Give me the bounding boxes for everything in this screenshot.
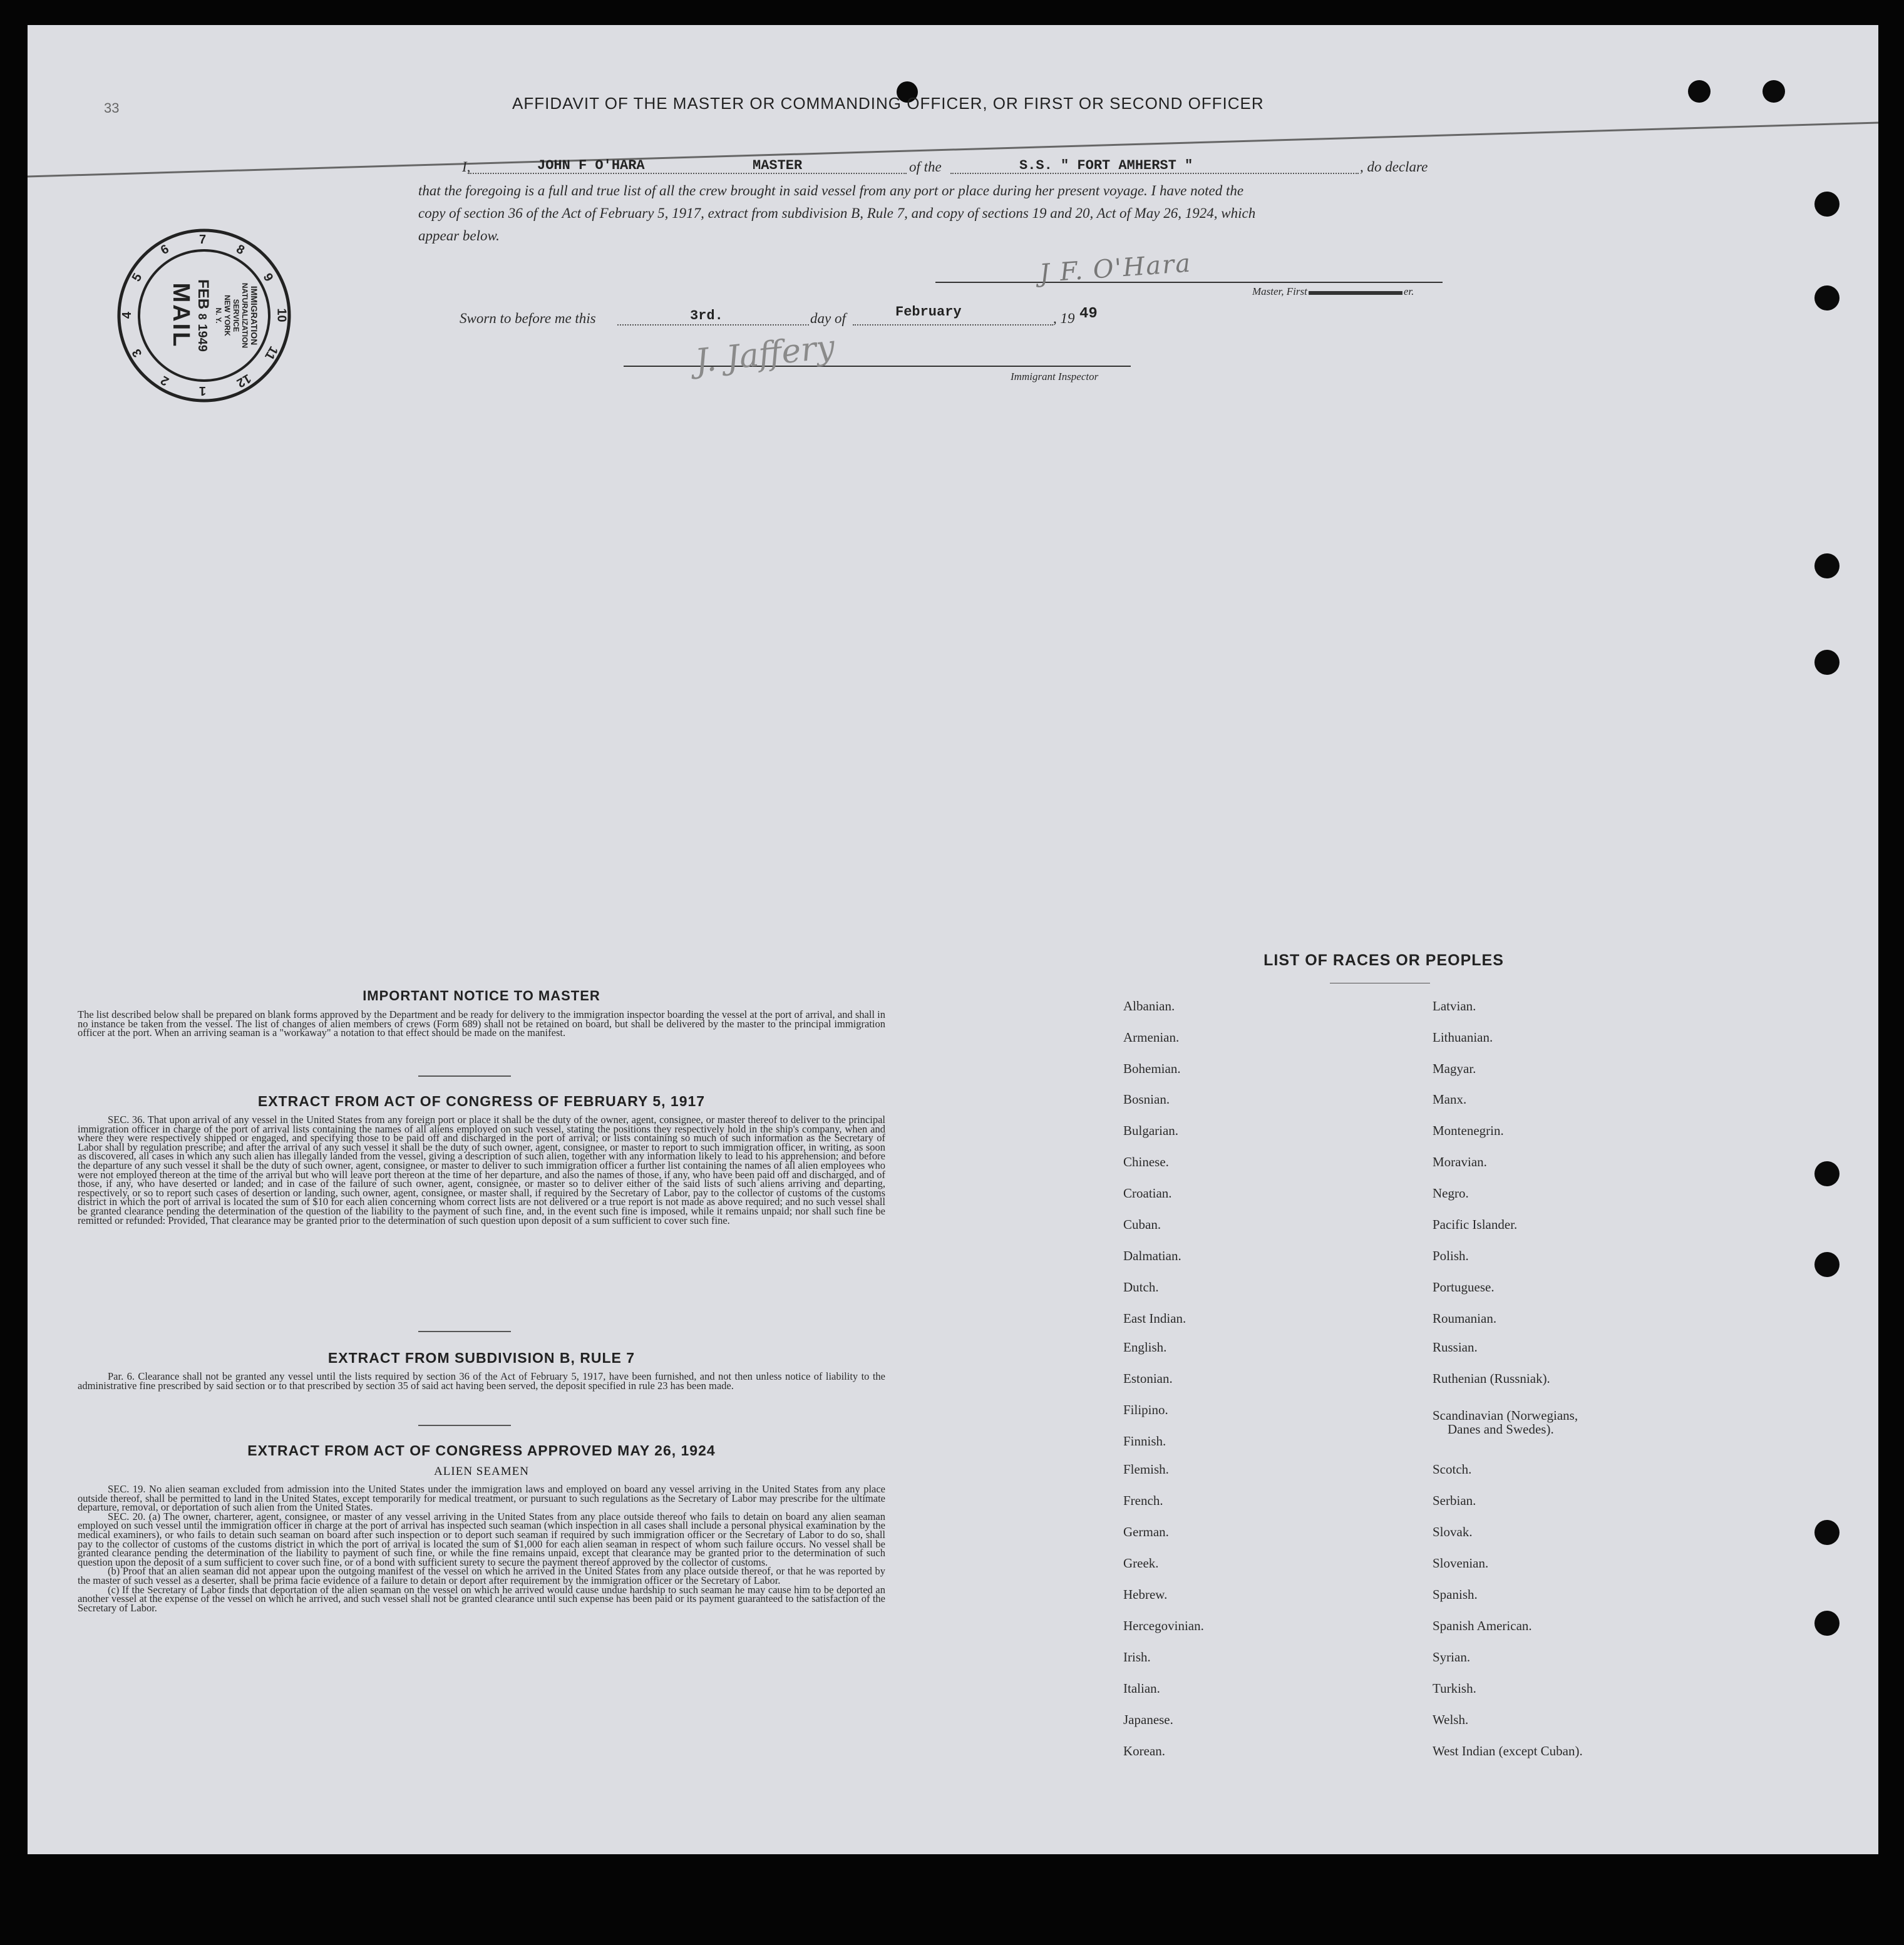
fold-line [28,119,1878,182]
race-item: Dutch. [1123,1280,1159,1295]
race-item: Chinese. [1123,1154,1169,1169]
master-caption [1252,285,1414,298]
day-value: 3rd. [690,308,723,324]
sec19-text: SEC. 19. No alien seaman excluded from admission into the United States under the immigration laws and employed on board any vessel arriving in the United States from any place outside thereof, shall be permitted to land in the United States, except temporarily for medical treatment, or pursuant to such regulations as the Secretary of Labor may prescribe for the ultimate departure, removal, or deportation of such alien from the United States. [78,1483,885,1514]
of-the-label: of the [909,159,942,175]
inspector-caption: Immigrant Inspector [1011,371,1099,382]
do-declare-label: , do declare [1360,159,1428,175]
stamp-agency-line2: NATURALIZATION [240,282,249,349]
stamp-ring-digit: 3 [129,346,145,360]
rule7-heading: EXTRACT FROM SUBDIVISION B, RULE 7 [327,1350,636,1366]
race-item: Flemish. [1123,1462,1169,1477]
extract-1917-heading: EXTRACT FROM ACT OF CONGRESS OF FEBRUARY 5, 1917 [257,1093,706,1109]
race-item: German. [1123,1524,1169,1539]
race-item: Slovak. [1433,1524,1473,1539]
stamp-year: 1949 [195,324,209,352]
stamp-ring-digit: 6 [158,242,172,258]
master-caption-text: Master, First [1252,285,1307,297]
stamp-ring-digit: 1 [199,384,207,398]
sec20c-text: (c) If the Secretary of Labor finds that deportation of the alien seaman on the vessel on which he arrived would cause undue hardship to such seaman he may cause him to be deported an another vessel at the expense of the vessel on which he arrived, and such vessel shall not be granted clearance until such expense has been paid or its payment guaranteed to the satisfaction of the Secretary of Labor. [78,1583,885,1614]
stamp-agency-line5: N. Y. [214,307,223,324]
master-caption-end: er. [1403,285,1414,297]
race-item: English. [1123,1340,1167,1355]
punch-hole [1814,1161,1840,1186]
race-item: Bulgarian. [1123,1123,1179,1138]
affidavit-line-4: appear below. [418,228,500,244]
race-item: Greek. [1123,1556,1159,1571]
race-item: Negro. [1433,1186,1469,1201]
race-item: Scotch. [1433,1462,1472,1477]
rule7-text: Par. 6. Clearance shall not be granted any vessel until the lists required by section 36 of the Act of February 5, 1917, have been furnished, and not then unless notice of liability to the administrative fine prescribed by said section or to that prescribed by section 35 of said act having been served, the deposit specified in rule 23 has been made. [78,1370,885,1392]
race-item: Hebrew. [1123,1587,1168,1602]
race-item: Scandinavian (Norwegians, [1433,1408,1578,1423]
race-item: Montenegrin. [1433,1123,1504,1138]
race-item: Filipino. [1123,1402,1168,1417]
received-date-stamp [116,228,292,403]
race-item: Danes and Swedes). [1448,1422,1554,1437]
month-field-line [853,324,1053,326]
stamp-ring-digit: 11 [262,344,280,362]
notice-heading: IMPORTANT NOTICE TO MASTER [363,988,600,1003]
race-item: Spanish. [1433,1587,1478,1602]
stamp-center [142,253,267,378]
corner-mark: 33 [104,100,120,116]
race-item: French. [1123,1493,1163,1508]
sec20b-text: (b) Proof that an alien seaman did not appear upon the outgoing manifest of the vessel on which he arrived in the United States from any place outside thereof, or that he was reported by the master of such vessel as a deserter, shall be prima facie evidence of a failure to detain or deport after requirement by the immigration officer or the Secretary of Labor. [78,1565,885,1586]
races-heading: LIST OF RACES OR PEOPLES [1263,952,1504,969]
race-item: Serbian. [1433,1493,1476,1508]
punch-hole [1814,650,1840,675]
year-value: 49 [1079,305,1098,322]
notice-text: The list described below shall be prepared on blank forms approved by the Department and be ready for delivery to the immigration inspector boarding the vessel at the port of arrival, and shall in no instance be taken from the vessel. The list of changes of alien members of crews (Form 689) shall not be retained on board, but shall be delivered by the master to the principal immigration officer at the port. When an arriving seaman is a "workaway" a notation to that effect should be made on the manifest. [78,1008,885,1039]
stamp-ring-digit: 7 [199,233,207,247]
race-item: Italian. [1123,1681,1160,1696]
punch-hole [1814,285,1840,310]
stamp-ring-digit: 12 [234,371,254,390]
race-item: Finnish. [1123,1434,1166,1449]
race-item: Bosnian. [1123,1092,1170,1107]
master-name: JOHN F O'HARA [537,158,645,173]
form-title: AFFIDAVIT OF THE MASTER OR COMMANDING OFFICER, OR FIRST OR SECOND OFFICER [512,94,1264,113]
extract-1924-subheading: ALIEN SEAMEN [434,1465,529,1478]
race-item: West Indian (except Cuban). [1433,1743,1583,1758]
master-rank: MASTER [753,158,803,173]
affidavit-line-3: copy of section 36 of the Act of February 5, 1917, extract from subdivision B, Rule 7, and copy of sections 19 and 20, Act of May 26, 1924, which [418,205,1256,221]
stamp-ring-digit: 10 [274,308,289,322]
race-item: Spanish American. [1433,1618,1532,1633]
master-signature: J F. O'Hara [1038,249,1193,289]
stamp-date [194,253,212,378]
stamp-month: FEB [195,279,212,310]
race-item: Estonian. [1123,1371,1173,1386]
punch-hole [1814,1611,1840,1636]
divider [418,1425,511,1426]
race-item: Cuban. [1123,1217,1161,1232]
inspector-signature: J. Jaffery [693,328,837,381]
stamp-ring-digit: 9 [260,270,276,284]
race-item: Lithuanian. [1433,1030,1493,1045]
race-item: Dalmatian. [1123,1248,1181,1263]
stamp-word: MAIL [168,282,194,349]
stamp-day: 8 [196,313,208,320]
race-item: Irish. [1123,1650,1151,1665]
race-item: Syrian. [1433,1650,1471,1665]
race-item: Slovenian. [1433,1556,1489,1571]
sec20a-text: SEC. 20. (a) The owner, charterer, agent, consignee, or master of any vessel arriving in the United States from any place outside thereof who fails to detain on board any alien seaman employed on such vessel until the immigration officer in charge at the port of arrival has inspected such seaman (which inspection in all cases shall include a personal physical examination by the medical examiners), or who fails to detain such seaman on board after such inspection or to deport such seaman if required by such immigration officer or the Secretary of Labor to do so, shall pay to the collector of customs of the customs district in which the port of arrival is located the sum of $1,000 for each alien seaman in respect of whom such failure occurs. No vessel shall be granted clearance pending the determination of the liability to payment of such fine, or while the fine remains unpaid, except that clearance may be granted prior to the determination of such question upon the deposit of a sum sufficient to cover such fine, or of a bond with sufficient surety to secure the payment thereof approved by the collector of customs. [78,1510,885,1568]
month-value: February [895,304,962,320]
punch-hole [1814,1252,1840,1277]
race-item: Magyar. [1433,1061,1476,1076]
race-item: Croatian. [1123,1186,1172,1201]
punch-hole [1814,192,1840,217]
stamp-agency-line4: NEW YORK [223,295,232,336]
stamp-ring-digit: 2 [158,372,172,389]
punch-hole [1688,80,1711,103]
race-item: Welsh. [1433,1712,1469,1727]
day-field-line [617,324,809,326]
punch-hole [1814,553,1840,578]
extract-1917-text: SEC. 36. That upon arrival of any vessel in the United States from any foreign port or place it shall be the duty of the owner, agent, consignee, or master thereof to deliver to the principal immigration officer in charge of the port of arrival lists containing the names of all aliens employed on such vessel, stating the positions they respectively hold in the ship's company, when and where they were respectively shipped or engaged, and specifying those to be paid off and discharged in the port of arrival; or lists containing so much of such information as the Secretary of Labor shall by regulation prescribe; and after the arrival of any such vessel it shall be the duty of such owner, agent, consignee, or master to report to such immigration officer, in writing, as soon as discovered, all cases in which any such alien has illegally landed from the vessel, giving a description of such alien, together with any information likely to lead to his apprehension; and before the departure of any such vessel it shall be the duty of such owner, agent, consignee, or master to deliver to such immigration officer a further list containing the names of all alien employees who were not employed thereon at the time of the arrival but who will leave port thereon at the time of her departure, and also the names of those, if any, who have been paid off and discharged, and of those, if any, who have deserted or landed; and in case of the failure of such owner, agent, consignee, or master so to deliver either of the said lists of such aliens arriving and departing, respectively, or so to report such cases of desertion or landing, such owner, agent, consignee, or master shall, if required by the Secretary of Labor, pay to the collector of customs of the customs district in which the port of arrival is located the sum of $10 for each alien concerning whom correct lists are not delivered or a true report is not made as above required; and no such vessel shall be granted clearance pending the determination of the question of the liability to the payment of such fine, and, in the event such fine is imposed, while it remains unpaid; nor shall such fine be remitted or refunded: Provided, That clearance may be granted prior to the determination of such question upon deposit of a sum sufficient to cover such fine. [78,1114,885,1226]
race-item: East Indian. [1123,1311,1186,1326]
affidavit-line-2: that the foregoing is a full and true list of all the crew brought in said vessel from any port or place during her present voyage. I have noted the [418,183,1244,198]
race-item: Portuguese. [1433,1280,1495,1295]
struck-out-text [1309,286,1402,295]
race-item: Turkish. [1433,1681,1476,1696]
race-item: Manx. [1433,1092,1467,1107]
name-field-line [468,173,907,174]
stamp-ring-digit: 5 [129,270,145,284]
punch-hole [1762,80,1785,103]
divider [418,1075,511,1077]
extract-1924-heading: EXTRACT FROM ACT OF CONGRESS APPROVED MAY 26, 1924 [247,1442,716,1459]
vessel-name: S.S. " FORT AMHERST " [1019,158,1193,173]
race-item: Albanian. [1123,998,1175,1014]
race-item: Korean. [1123,1743,1166,1758]
race-item: Hercegovinian. [1123,1618,1204,1633]
race-item: Pacific Islander. [1433,1217,1518,1232]
i-prefix: I, [462,159,471,175]
stamp-agency-line3: SERVICE [232,299,240,332]
divider [418,1331,511,1332]
race-item: Bohemian. [1123,1061,1181,1076]
year-prefix: , 19 [1053,310,1075,326]
punch-hole [1814,1520,1840,1545]
master-signature-line [935,282,1443,283]
extract-1924-body [78,1485,885,1613]
race-item: Armenian. [1123,1030,1180,1045]
stamp-ring-digit: 8 [234,242,247,258]
race-item: Polish. [1433,1248,1469,1263]
race-item: Latvian. [1433,998,1476,1014]
race-item: Japanese. [1123,1712,1173,1727]
stamp-agency-line1: IMMIGRATION [249,285,259,346]
race-item: Roumanian. [1433,1311,1497,1326]
stamp-ring-digit: 4 [120,311,135,319]
race-item: Moravian. [1433,1154,1487,1169]
sworn-prefix: Sworn to before me this [460,310,596,326]
race-item: Ruthenian (Russniak). [1433,1371,1550,1386]
race-item: Russian. [1433,1340,1478,1355]
day-of-label: day of [810,310,846,326]
